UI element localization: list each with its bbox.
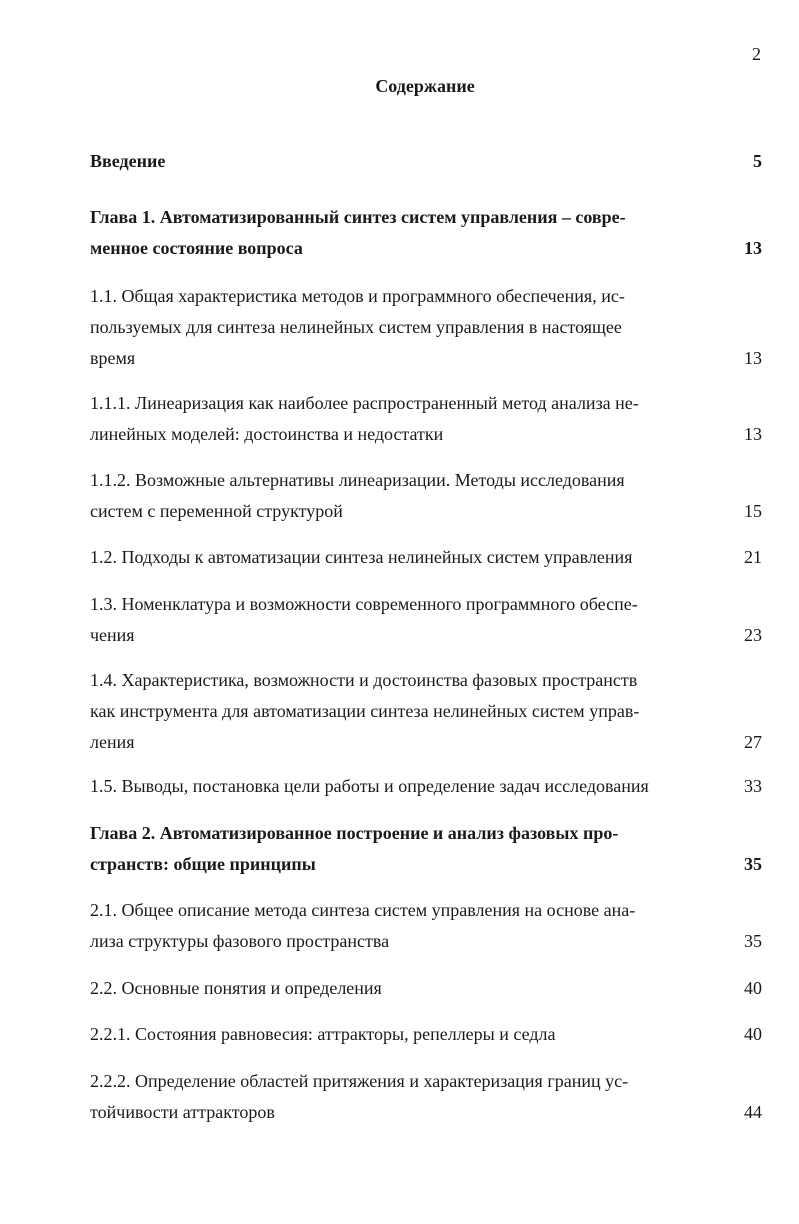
toc-entry-page: 5	[753, 151, 762, 171]
toc-entry-2-2-1	[90, 1019, 762, 1050]
toc-entry-introduction	[90, 146, 762, 177]
toc-entry-text: 1.5. Выводы, постановка цели работы и определение задач исследования	[90, 776, 649, 796]
toc-entry-text: 2.2. Основные понятия и определения	[90, 978, 382, 998]
toc-entry-text: Введение	[90, 151, 166, 171]
toc-entry-page: 44	[744, 1102, 762, 1122]
toc-entry-1-4	[90, 665, 762, 758]
toc-entry-page: 33	[744, 776, 762, 796]
page-title: Содержание	[375, 76, 475, 96]
toc-entry-page: 13	[744, 348, 762, 368]
toc-entry-text: 2.2.1. Состояния равновесия: аттракторы, репеллеры и седла	[90, 1024, 556, 1044]
toc-entry-2-2	[90, 973, 762, 1004]
toc-entry-page: 35	[744, 854, 762, 874]
toc-entry-1-2	[90, 542, 762, 573]
toc-entry-text: 1.4. Характеристика, возможности и достоинства фазовых пространств как инструмента для автоматизации синтеза нелинейных систем управ- ления	[90, 670, 640, 752]
toc-entry-text: 1.1.2. Возможные альтернативы линеаризации. Методы исследования систем с переменной структурой	[90, 470, 625, 521]
toc-entry-1-1-2	[90, 465, 762, 527]
toc-entry-page: 40	[744, 1024, 762, 1044]
toc-entry-chapter-2	[90, 818, 762, 880]
toc-entry-text: Глава 1. Автоматизированный синтез систем управления – совре- менное состояние вопроса	[90, 207, 626, 258]
toc-entry-text: 2.1. Общее описание метода синтеза систем управления на основе ана- лиза структуры фазового пространства	[90, 900, 636, 951]
toc-entry-text: Глава 2. Автоматизированное построение и анализ фазовых про- странств: общие принципы	[90, 823, 619, 874]
toc-entry-page: 13	[744, 424, 762, 444]
toc-entry-text: 1.3. Номенклатура и возможности современного программного обеспе- чения	[90, 594, 638, 645]
toc-entry-text: 1.1. Общая характеристика методов и программного обеспечения, ис- пользуемых для синтеза нелинейных систем управления в настоящее время	[90, 286, 625, 368]
toc-entry-text: 1.1.1. Линеаризация как наиболее распространенный метод анализа не- линейных моделей: достоинства и недостатки	[90, 393, 639, 444]
toc-entry-text: 1.2. Подходы к автоматизации синтеза нелинейных систем управления	[90, 547, 633, 567]
toc-entry-page: 21	[744, 547, 762, 567]
toc-entry-page: 40	[744, 978, 762, 998]
toc-entry-chapter-1	[90, 202, 762, 264]
toc-entry-page: 23	[744, 625, 762, 645]
toc-entry-1-5	[90, 771, 762, 802]
toc-entry-2-2-2	[90, 1066, 762, 1128]
toc-entry-page: 13	[744, 238, 762, 258]
toc-entry-page: 15	[744, 501, 762, 521]
toc-entry-1-1	[90, 281, 762, 374]
toc-entry-1-1-1	[90, 388, 762, 450]
toc-entry-text: 2.2.2. Определение областей притяжения и характеризация границ ус- тойчивости аттракторов	[90, 1071, 629, 1122]
toc-entry-1-3	[90, 589, 762, 651]
page-number: 2	[752, 44, 761, 64]
toc-entry-page: 27	[744, 732, 762, 752]
toc-entry-2-1	[90, 895, 762, 957]
toc-entry-page: 35	[744, 931, 762, 951]
